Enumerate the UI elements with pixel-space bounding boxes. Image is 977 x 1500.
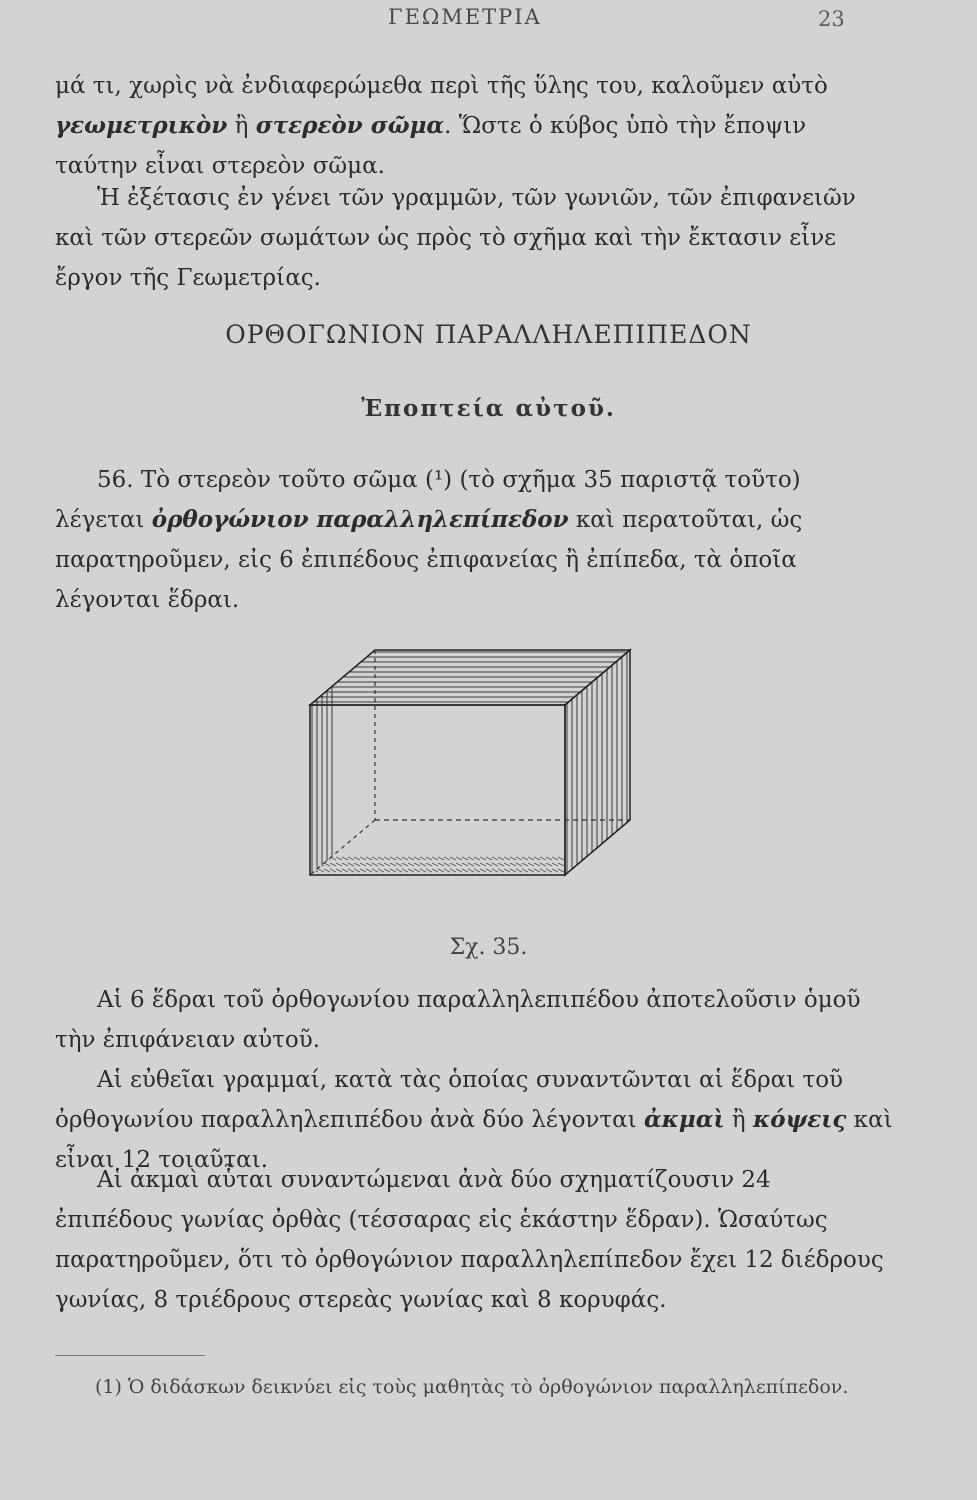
term-cuts: κόψεις — [753, 1106, 847, 1133]
running-title: ΓΕΩΜΕΤΡΙΑ — [388, 5, 542, 29]
paragraph-56 — [55, 460, 895, 620]
intro-paragraph — [55, 66, 895, 186]
edges-text-1: Αἱ εὐθεῖαι γραμμαί, κατὰ τὰς ὁποίας συναντῶνται αἱ ἕδραι τοῦ ὀρθογωνίου παραλληλεπιπέδου ἀνὰ δύο λέγονται — [55, 1067, 844, 1133]
figure-caption: Σχ. 35. — [449, 935, 528, 960]
running-head — [0, 5, 977, 35]
term-edges: ἀκμαὶ — [643, 1106, 725, 1133]
paragraph-number: 56. — [97, 467, 134, 493]
edges-text-3: καὶ εἶναι 12 τοιαῦται. — [55, 1107, 893, 1173]
intro-text-1: μά τι, χωρὶς νὰ ἐνδιαφερώμεθα περὶ τῆς ὕλης του, καλοῦμεν αὐτὸ — [55, 73, 828, 99]
footnote — [55, 1372, 915, 1402]
term-rectangular-parallelepiped: ὀρθογώνιον παραλληλεπίπεδον — [151, 506, 569, 533]
term-geometric: γεωμετρικὸν — [55, 112, 228, 139]
geometry-definition-paragraph — [55, 178, 895, 298]
paragraph-56-text-1: Τὸ στερεὸν τοῦτο σῶμα (¹) (τὸ σχῆμα 35 παριστᾷ τοῦτο) λέγεται — [55, 467, 801, 533]
edges-text-2: ἢ — [724, 1107, 753, 1133]
subheading: Ἐποπτεία αὐτοῦ. — [361, 395, 616, 422]
bottom-band — [310, 855, 565, 875]
faces-paragraph — [55, 980, 895, 1060]
paragraph-56-text-2: καὶ περατοῦται, ὡς παρατηροῦμεν, εἰς 6 ἐπιπέδους ἐπιφανείας ἢ ἐπίπεδα, τὰ ὁποῖα λέγονται ἕδραι. — [55, 507, 803, 613]
front-face — [310, 705, 565, 875]
intro-text-2: ἢ — [227, 113, 256, 139]
footnote-rule — [55, 1355, 205, 1356]
faces-text: Αἱ 6 ἕδραι τοῦ ὀρθογωνίου παραλληλεπιπέδου ἀποτελοῦσιν ὁμοῦ τὴν ἐπιφάνειαν αὐτοῦ. — [55, 987, 861, 1053]
section-heading: ΟΡΘΟΓΩΝΙΟΝ ΠΑΡΑΛΛΗΛΕΠΙΠΕΔΟΝ — [225, 320, 752, 349]
angles-text: Αἱ ἀκμαὶ αὗται συναντώμεναι ἀνὰ δύο σχηματίζουσιν 24 ἐπιπέδους γωνίας ὀρθὰς (τέσσαρας εἰς ἑκάστην ἕδραν). Ὡσαύτως παρατηροῦμεν, ὅτι τὸ ὀρθογώνιον παραλληλεπίπεδον ἔχει 12 διέδρους γωνίας, 8 τριέδρους στερεὰς γωνίας καὶ 8 κορυφάς. — [55, 1167, 884, 1313]
footnote-mark: (1) — [95, 1376, 122, 1398]
geometry-definition-text: Ἡ ἐξέτασις ἐν γένει τῶν γραμμῶν, τῶν γωνιῶν, τῶν ἐπιφανειῶν καὶ τῶν στερεῶν σωμάτων ὡς πρὸς τὸ σχῆμα καὶ τὴν ἔκτασιν εἶνε ἔργον τῆς Γεωμετρίας. — [55, 185, 856, 291]
cuboid-figure — [300, 640, 640, 890]
term-solid-body: στερεὸν σῶμα — [255, 112, 445, 139]
footnote-text: Ὁ διδάσκων δεικνύει εἰς τοὺς μαθητὰς τὸ ὀρθογώνιον παραλληλεπίπεδον. — [121, 1376, 849, 1398]
page-number: 23 — [818, 7, 845, 31]
angles-paragraph — [55, 1160, 895, 1320]
intro-text-3: . Ὥστε ὁ κύβος ὑπὸ τὴν ἔποψιν ταύτην εἶναι στερεὸν σῶμα. — [55, 113, 807, 179]
left-band — [310, 685, 335, 875]
